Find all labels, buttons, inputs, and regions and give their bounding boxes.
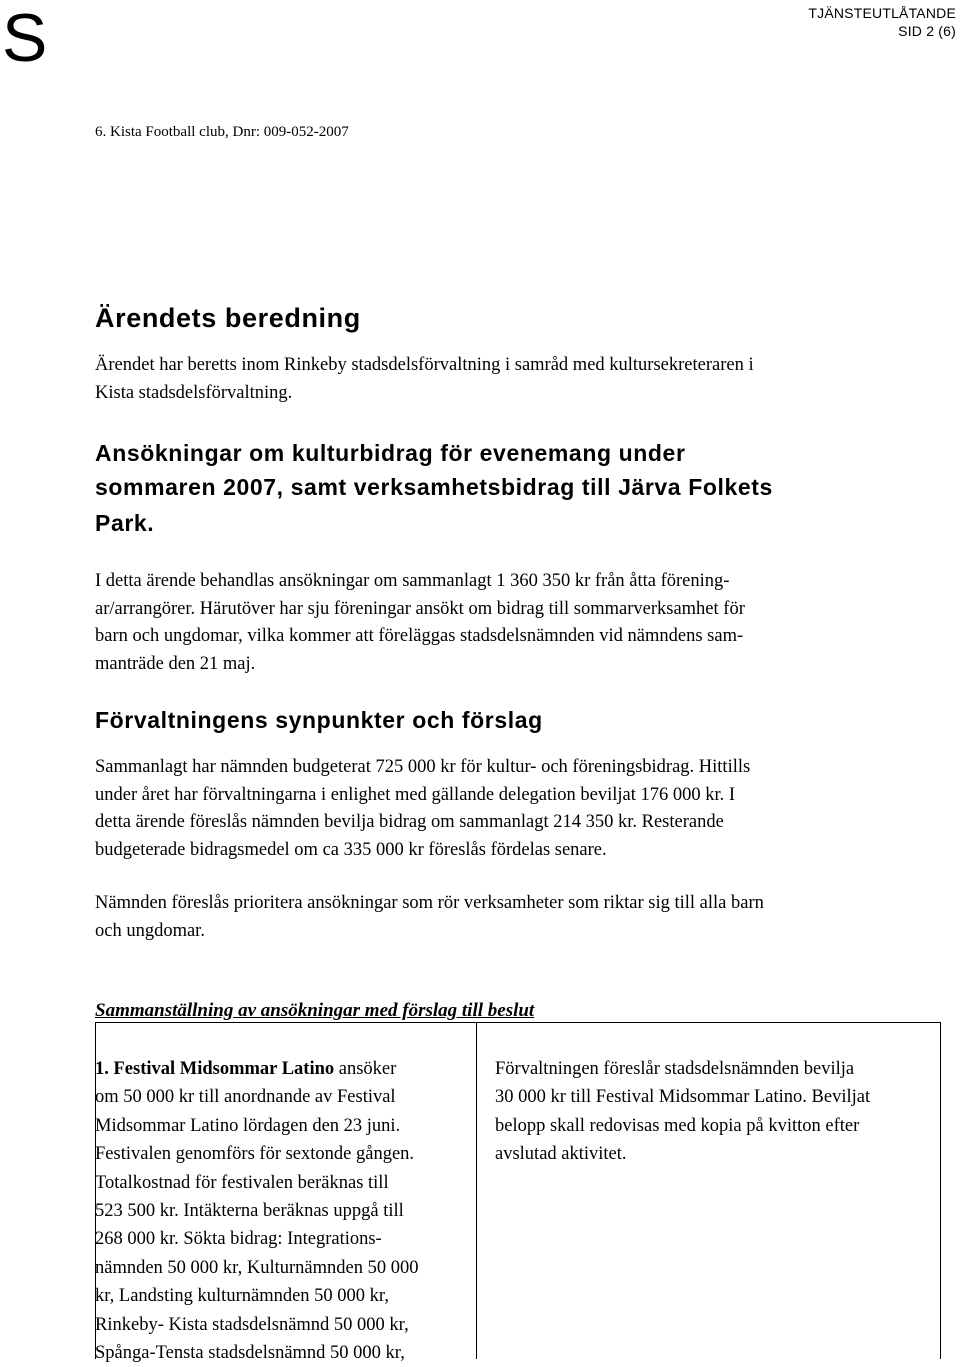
application-item-1-title: 1. Festival Midsommar Latino [95, 1059, 335, 1079]
page-number: SID 2 (6) [898, 23, 956, 39]
paragraph-line: och ungdomar. [95, 920, 205, 941]
logo-letter: S [2, 0, 48, 76]
paragraph-line: under året har förvaltningarna i enlighet med gällande delegation beviljat 176 000 kr. I [95, 784, 736, 805]
heading-ansokningar [95, 436, 915, 540]
paragraph-line: detta ärende föreslås nämnden bevilja bidrag om sammanlagt 214 350 kr. Resterande [95, 812, 724, 832]
application-line: 523 500 kr. Intäkterna beräknas uppgå till [95, 1201, 404, 1222]
application-line: kr, Landsting kulturnämnden 50 000 kr, [95, 1286, 389, 1307]
proposal-line: Förvaltningen föreslår stadsdelsnämnden bevilja [495, 1059, 855, 1079]
application-line: Totalkostnad för festivalen beräknas till [95, 1172, 389, 1193]
application-line: Midsommar Latino lördagen den 23 juni. [95, 1115, 401, 1136]
application-item-1 [95, 1055, 470, 1367]
proposal-line: avslutad aktivitet. [495, 1144, 627, 1165]
heading-line: Ansökningar om kulturbidrag för evenemang under [95, 440, 686, 466]
paragraph-ansokningar [95, 568, 875, 678]
document-type: TJÄNSTEUTLÅTANDE [808, 5, 956, 21]
application-line: nämnden 50 000 kr, Kulturnämnden 50 000 [95, 1257, 419, 1278]
proposal-line: belopp skall redovisas med kopia på kvitton efter [495, 1115, 860, 1136]
application-line: Rinkeby- Kista stadsdelsnämnd 50 000 kr, [95, 1314, 409, 1335]
heading-line: Park. [95, 510, 155, 536]
paragraph-line: I detta ärende behandlas ansökningar om sammanlagt 1 360 350 kr från åtta förening- [95, 571, 730, 591]
paragraph-line: budgeterade bidragsmedel om ca 335 000 kr föreslås fördelas senare. [95, 839, 607, 860]
application-item-1-first-line-rest: ansöker [334, 1059, 397, 1079]
application-line: om 50 000 kr till anordnande av Festival [95, 1087, 396, 1108]
heading-line: sommaren 2007, samt verksamhetsbidrag till Järva Folkets [95, 474, 773, 500]
application-line: Festivalen genomförs för sextonde gången. [95, 1144, 415, 1165]
paragraph-budget [95, 754, 875, 864]
case-reference: 6. Kista Football club, Dnr: 009-052-2007 [95, 124, 349, 140]
heading-synpunkter: Förvaltningens synpunkter och förslag [95, 707, 543, 733]
proposal-line: 30 000 kr till Festival Midsommar Latino. Beviljat [495, 1087, 871, 1108]
heading-arendets-beredning: Ärendets beredning [95, 303, 361, 333]
paragraph-line: Nämnden föreslås prioritera ansökningar som rör verksamheter som riktar sig till alla barn [95, 893, 764, 913]
paragraph-line: Kista stadsdelsförvaltning. [95, 382, 293, 403]
document-header [808, 4, 956, 40]
summary-title: Sammanställning av ansökningar med förslag till beslut [95, 1000, 535, 1021]
summary-table-divider [476, 1022, 477, 1359]
proposal-item-1 [495, 1055, 935, 1169]
application-line: 268 000 kr. Sökta bidrag: Integrations- [95, 1229, 382, 1250]
paragraph-line: ar/arrangörer. Härutöver har sju föreningar ansökt om bidrag till sommarverksamhet för [95, 598, 745, 619]
application-item-1-first-line [95, 1055, 470, 1083]
paragraph-line: barn och ungdomar, vilka kommer att föreläggas stadsdelsnämnden vid nämndens sam- [95, 626, 744, 646]
application-line: Spånga-Tensta stadsdelsnämnd 50 000 kr, [95, 1343, 405, 1364]
paragraph-prioritering [95, 890, 875, 945]
paragraph-beredning [95, 352, 875, 407]
paragraph-line: manträde den 21 maj. [95, 653, 256, 674]
paragraph-line: Sammanlagt har nämnden budgeterat 725 000 kr för kultur- och föreningsbidrag. Hittills [95, 757, 751, 777]
paragraph-line: Ärendet har beretts inom Rinkeby stadsdelsförvaltning i samråd med kultursekreteraren i [95, 355, 754, 375]
